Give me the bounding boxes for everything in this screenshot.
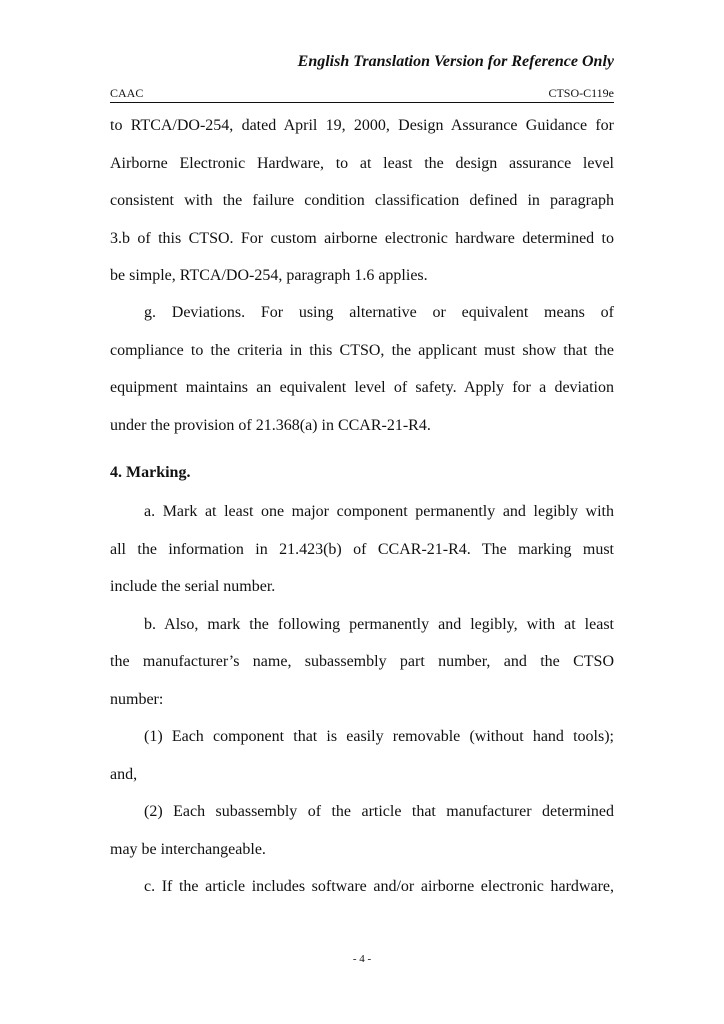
text-line: include the serial number. (110, 578, 276, 595)
section-heading: 4. Marking. (110, 464, 191, 481)
page-number: - 4 - (352, 953, 372, 965)
text-line: may be interchangeable. (110, 840, 266, 858)
text-line: 3.b of this CTSO. For custom airborne electronic hardware determined to (110, 229, 614, 247)
text-line: g. Deviations. For using alternative or equivalent means of (144, 304, 614, 321)
header-document-id: CTSO-C119e (548, 86, 614, 100)
paragraph-g-deviations (110, 294, 614, 444)
text-line: and, (110, 765, 138, 783)
section-heading-marking (110, 454, 614, 492)
text-line: Airborne Electronic Hardware, to at least the design assurance level (110, 154, 614, 172)
text-line: compliance to the criteria in this CTSO, the applicant must show that the (110, 341, 614, 359)
text-line: (1) Each component that is easily removable (without hand tools); (144, 728, 614, 745)
text-line: (2) Each subassembly of the article that manufacturer determined (144, 803, 614, 820)
text-line: to RTCA/DO-254, dated April 19, 2000, Design Assurance Guidance for (110, 117, 614, 134)
text-line: a. Mark at least one major component permanently and legibly with (144, 503, 614, 520)
text-line: number: (110, 690, 164, 708)
header-rule (110, 102, 614, 103)
text-line: equipment maintains an equivalent level of safety. Apply for a deviation (110, 379, 614, 396)
text-line: the manufacturer’s name, subassembly part number, and the CTSO (110, 653, 614, 670)
text-line: be simple, RTCA/DO-254, paragraph 1.6 applies. (110, 267, 428, 284)
text-line: consistent with the failure condition classification defined in paragraph (110, 192, 614, 209)
text-line: under the provision of 21.368(a) in CCAR-21-R4. (110, 416, 431, 434)
header-agency: CAAC (110, 86, 144, 100)
paragraph-f-continuation (110, 107, 614, 295)
text-line: all the information in 21.423(b) of CCAR-21-R4. The marking must (110, 540, 614, 558)
running-header (110, 85, 614, 101)
marking-paragraphs (110, 493, 614, 906)
translation-banner: English Translation Version for Reference Only (297, 53, 614, 70)
text-line: c. If the article includes software and/or airborne electronic hardware, (144, 878, 614, 895)
text-line: b. Also, mark the following permanently and legibly, with at least (144, 615, 614, 633)
